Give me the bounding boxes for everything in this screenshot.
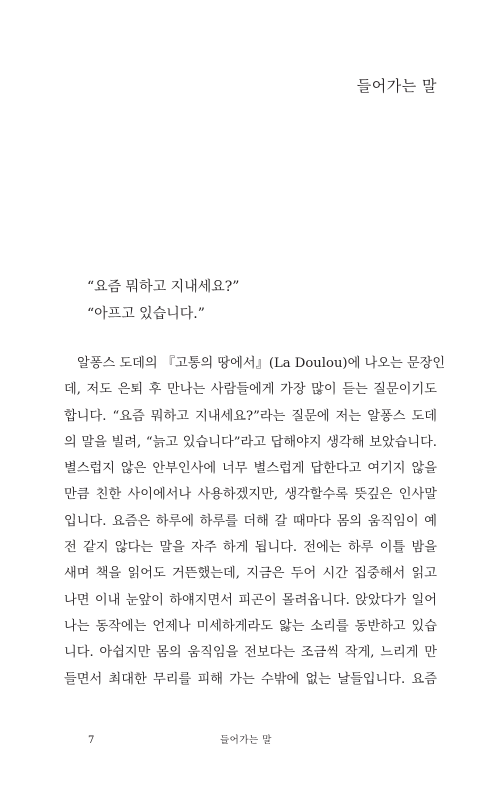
- body-line: 입니다. 요즘은 하루에 하루를 더해 갈 때마다 몸의 움직임이 예: [64, 513, 437, 529]
- body-line: 나면 이내 눈앞이 하얘지면서 피곤이 몰려옵니다. 앉았다가 일어: [64, 592, 437, 608]
- body-line: 데, 저도 은퇴 후 만나는 사람들에게 가장 많이 듣는 질문이기도: [64, 382, 437, 398]
- body-line: 별스럽지 않은 안부인사에 너무 별스럽게 답한다고 여기지 않을: [64, 461, 437, 477]
- body-line: 들면서 최대한 무리를 피해 가는 수밖에 없는 날들입니다. 요즘: [64, 671, 437, 687]
- body-paragraph: [64, 351, 446, 693]
- chapter-title: 들어가는 말: [356, 77, 437, 95]
- body-line: 새며 책을 읽어도 거뜬했는데, 지금은 두어 시간 집중해서 읽고: [64, 566, 437, 582]
- body-line: 나는 동작에는 언제나 미세하게라도 앓는 소리를 동반하고 있습: [64, 618, 437, 634]
- body-line: 전 같지 않다는 말을 자주 하게 됩니다. 전에는 하루 이틀 밤을: [64, 540, 437, 556]
- page-number: 7: [88, 735, 95, 746]
- running-footer-title: 들어가는 말: [220, 735, 272, 746]
- body-line: 합니다. “요즘 뭐하고 지내세요?”라는 질문에 저는 알퐁스 도데: [64, 408, 437, 424]
- opening-dialogue: [87, 274, 239, 328]
- body-line: 알퐁스 도데의 『고통의 땅에서』(La Doulou)에 나오는 문장인: [77, 356, 446, 371]
- dialogue-answer: “아프고 있습니다.”: [87, 306, 205, 322]
- body-line: 만큼 친한 사이에서나 사용하겠지만, 생각할수록 뜻깊은 인사말: [64, 487, 437, 503]
- body-line: 니다. 아쉽지만 몸의 움직임을 전보다는 조금씩 작게, 느리게 만: [64, 645, 437, 661]
- body-line: 의 말을 빌려, “늙고 있습니다”라고 답해야지 생각해 보았습니다.: [64, 434, 437, 450]
- dialogue-question: “요즘 뭐하고 지내세요?”: [87, 279, 240, 295]
